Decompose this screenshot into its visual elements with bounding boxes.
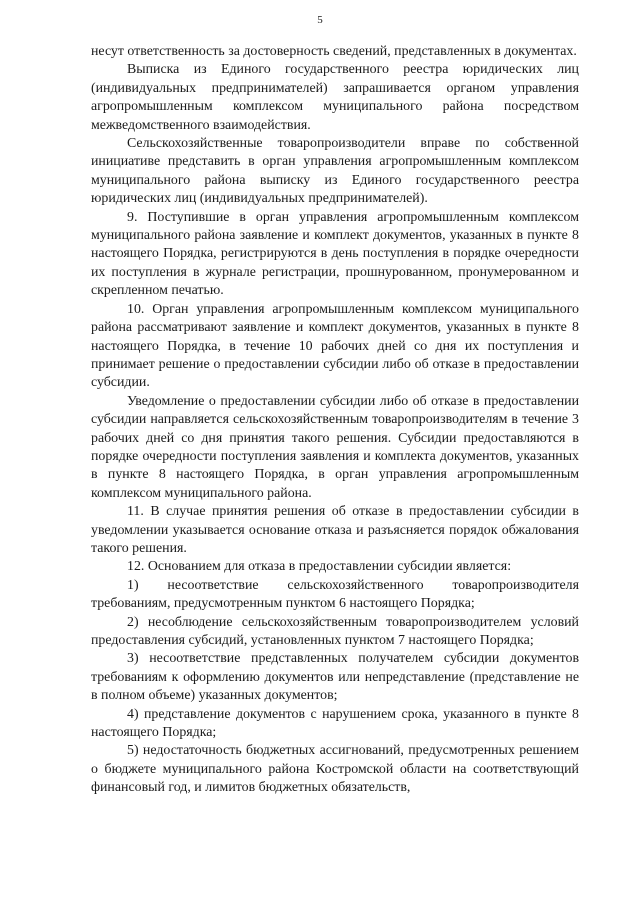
paragraph-item-10: 10. Орган управления агропромышленным комплексом муниципального района рассматривают заявление и комплект документов, указанных в пункте 8 настоящего Порядка, в течение 10 рабочих дней со дня их поступления и принимает решение о предоставлении субсидии либо об отказе в предоставлении субсидии. bbox=[91, 301, 579, 391]
paragraph-item-9: 9. Поступившие в орган управления агропромышленным комплексом муниципального района заявление и комплект документов, указанных в пункте 8 настоящего Порядка, регистрируются в день поступления в порядке очередности их поступления в журнале регистрации, прошнурованном, пронумерованном и скрепленном печатью. bbox=[91, 209, 579, 299]
list-item-2: 2) несоблюдение сельскохозяйственным товаропроизводителем условий предоставления субсидий, установленных пунктом 7 настоящего Порядка; bbox=[91, 614, 579, 648]
paragraph-own-initiative: Сельскохозяйственные товаропроизводители вправе по собственной инициативе представить в орган управления агропромышленным комплексом муниципального района выписку из Единого государственного реестра юридических лиц (индивидуальных предпринимателей). bbox=[91, 136, 579, 207]
document-body bbox=[91, 43, 579, 798]
paragraph-continuation: несут ответственность за достоверность сведений, представленных в документах. bbox=[91, 44, 577, 59]
paragraph-item-12: 12. Основанием для отказа в предоставлении субсидии является: bbox=[127, 559, 512, 575]
list-item-5: 5) недостаточность бюджетных ассигнований, предусмотренных решением о бюджете муниципального района Костромской области на соответствующий финансовый год, и лимитов бюджетных обязательств, bbox=[91, 743, 579, 796]
paragraph-egrul-request: Выписка из Единого государственного реестра юридических лиц (индивидуальных предпринимателей) запрашивается органом управления агропромышленным комплексом муниципального района посредством межведомственного взаимодействия. bbox=[91, 62, 579, 133]
paragraph-item-11: 11. В случае принятия решения об отказе в предоставлении субсидии в уведомлении указывается основание отказа и разъясняется порядок обжалования такого решения. bbox=[91, 504, 579, 556]
paragraph-notification: Уведомление о предоставлении субсидии либо об отказе в предоставлении субсидии направляется сельскохозяйственным товаропроизводителям в течение 3 рабочих дней со дня принятия такого решения. Субсидии предоставляются в порядке очередности поступления заявления и комплекта документов, указанных в пункте 8 настоящего Порядка, в орган управления агропромышленным комплексом муниципального района. bbox=[91, 393, 579, 501]
list-item-3: 3) несоответствие представленных получателем субсидии документов требованиям к оформлению документов или непредставление (представление не в полном объеме) указанных документов; bbox=[91, 651, 579, 704]
page-number: 5 bbox=[317, 14, 323, 26]
list-item-4: 4) представление документов с нарушением срока, указанного в пункте 8 настоящего Порядка; bbox=[91, 706, 579, 741]
list-item-1: 1) несоответствие сельскохозяйственного товаропроизводителя требованиям, предусмотренным пунктом 6 настоящего Порядка; bbox=[91, 577, 579, 612]
